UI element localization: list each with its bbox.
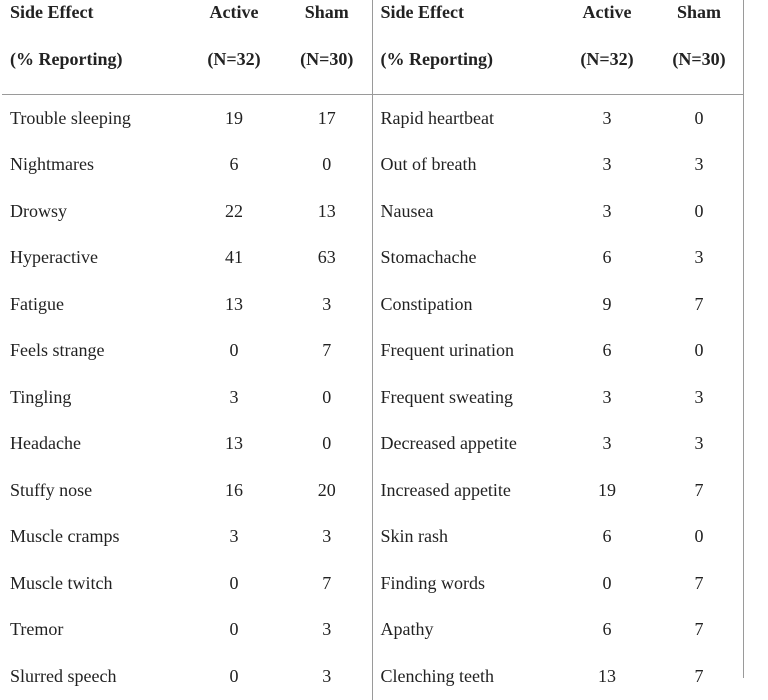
left-effect-cell: Stuffy nose	[10, 479, 93, 500]
right-sham-cell: 3	[694, 154, 704, 175]
right-effect-cell: Nausea	[372, 188, 560, 235]
left-sham-cell: 3	[322, 526, 332, 547]
right-effect-cell: Out of breath	[372, 142, 560, 189]
right-effect-cell: Finding words	[372, 560, 560, 607]
right-effect-cell: Clenching teeth	[372, 653, 560, 700]
header-reporting-right: (% Reporting)	[372, 24, 560, 95]
right-active-cell: 19	[598, 479, 616, 500]
left-sham-cell: 0	[322, 433, 332, 454]
right-sham-cell: 7	[694, 479, 704, 500]
right-active-cell: 3	[602, 154, 612, 175]
table-row	[2, 421, 744, 468]
left-effect-cell: Tremor	[10, 619, 64, 640]
right-active-cell: 6	[602, 247, 612, 268]
right-sham-cell: 3	[694, 247, 704, 268]
right-effect-cell: Skin rash	[372, 514, 560, 561]
left-effect-cell: Muscle twitch	[10, 572, 113, 593]
left-active-cell: 0	[229, 572, 239, 593]
left-effect-cell: Headache	[10, 433, 81, 454]
right-effect-cell: Rapid heartbeat	[372, 95, 560, 142]
left-sham-cell: 3	[322, 619, 332, 640]
side-effects-table	[2, 0, 744, 700]
table-body	[2, 95, 744, 700]
right-sham-cell: 0	[694, 200, 704, 221]
right-effect-cell: Stomachache	[372, 235, 560, 282]
left-active-cell: 0	[229, 619, 239, 640]
left-active-cell: 0	[229, 665, 239, 686]
right-sham-cell: 7	[694, 293, 704, 314]
left-effect-cell: Muscle cramps	[10, 526, 120, 547]
right-active-cell: 3	[602, 386, 612, 407]
right-effect-cell: Constipation	[372, 281, 560, 328]
table-row	[2, 374, 744, 421]
right-active-cell: 3	[602, 107, 612, 128]
left-sham-cell: 20	[317, 479, 336, 500]
right-effect-cell: Decreased appetite	[372, 421, 560, 468]
right-active-cell: 9	[602, 293, 612, 314]
right-effect-cell: Frequent urination	[372, 328, 560, 375]
right-effect-cell: Increased appetite	[372, 467, 560, 514]
right-sham-cell: 0	[694, 526, 704, 547]
left-active-cell: 6	[229, 154, 239, 175]
right-active-cell: 0	[602, 572, 612, 593]
header-n-sham-right: (N=30)	[654, 24, 744, 95]
left-sham-cell: 3	[322, 293, 332, 314]
header-sham-left: Sham	[304, 2, 349, 22]
table-row	[2, 653, 744, 700]
header-active-right: Active	[582, 2, 632, 22]
right-active-cell: 6	[602, 619, 612, 640]
left-active-cell: 0	[229, 340, 239, 361]
right-sham-cell: 3	[694, 433, 704, 454]
right-active-cell: 6	[602, 526, 612, 547]
left-sham-cell: 3	[322, 665, 332, 686]
header-n-sham-left: (N=30)	[282, 24, 372, 95]
right-active-cell: 3	[602, 200, 612, 221]
right-effect-cell: Frequent sweating	[372, 374, 560, 421]
table-row	[2, 142, 744, 189]
left-sham-cell: 17	[317, 107, 336, 128]
left-sham-cell: 0	[322, 386, 332, 407]
left-active-cell: 41	[225, 247, 243, 268]
right-sham-cell: 7	[694, 572, 704, 593]
right-sham-cell: 7	[694, 619, 704, 640]
table-row	[2, 188, 744, 235]
header-side-effect-left: Side Effect	[10, 2, 94, 22]
table-row	[2, 235, 744, 282]
table-row	[2, 607, 744, 654]
table-row	[2, 514, 744, 561]
left-sham-cell: 0	[322, 154, 332, 175]
left-active-cell: 22	[225, 200, 243, 221]
header-side-effect-right: Side Effect	[372, 0, 560, 24]
header-reporting-left: (% Reporting)	[2, 24, 186, 95]
right-active-cell: 3	[602, 433, 612, 454]
left-effect-cell: Hyperactive	[10, 247, 98, 268]
left-active-cell: 13	[225, 293, 243, 314]
left-active-cell: 3	[229, 386, 239, 407]
left-active-cell: 16	[225, 479, 243, 500]
right-sham-cell: 0	[694, 340, 704, 361]
left-active-cell: 3	[229, 526, 239, 547]
left-effect-cell: Drowsy	[10, 200, 67, 221]
left-sham-cell: 63	[317, 247, 336, 268]
left-effect-cell: Fatigue	[10, 293, 64, 314]
header-n-active-right: (N=32)	[560, 24, 654, 95]
left-effect-cell: Slurred speech	[10, 665, 117, 686]
header-sham-right: Sham	[676, 2, 721, 22]
right-sham-cell: 7	[694, 665, 704, 686]
left-sham-cell: 13	[317, 200, 336, 221]
header-active-left: Active	[209, 2, 259, 22]
table-right-border	[743, 0, 744, 678]
right-sham-cell: 0	[694, 107, 704, 128]
left-sham-cell: 7	[322, 572, 332, 593]
left-effect-cell: Nightmares	[10, 154, 94, 175]
right-sham-cell: 3	[694, 386, 704, 407]
table-row	[2, 328, 744, 375]
left-effect-cell: Feels strange	[10, 340, 105, 361]
table-row	[2, 560, 744, 607]
right-active-cell: 6	[602, 340, 612, 361]
left-active-cell: 19	[225, 107, 243, 128]
left-active-cell: 13	[225, 433, 243, 454]
header-row-1	[2, 0, 744, 24]
right-active-cell: 13	[598, 665, 616, 686]
header-n-active-left: (N=32)	[186, 24, 282, 95]
left-effect-cell: Trouble sleeping	[10, 107, 131, 128]
left-sham-cell: 7	[322, 340, 332, 361]
left-effect-cell: Tingling	[10, 386, 72, 407]
table-row	[2, 467, 744, 514]
header-row-2	[2, 24, 744, 95]
table-row	[2, 281, 744, 328]
right-effect-cell: Apathy	[372, 607, 560, 654]
table-row	[2, 95, 744, 142]
